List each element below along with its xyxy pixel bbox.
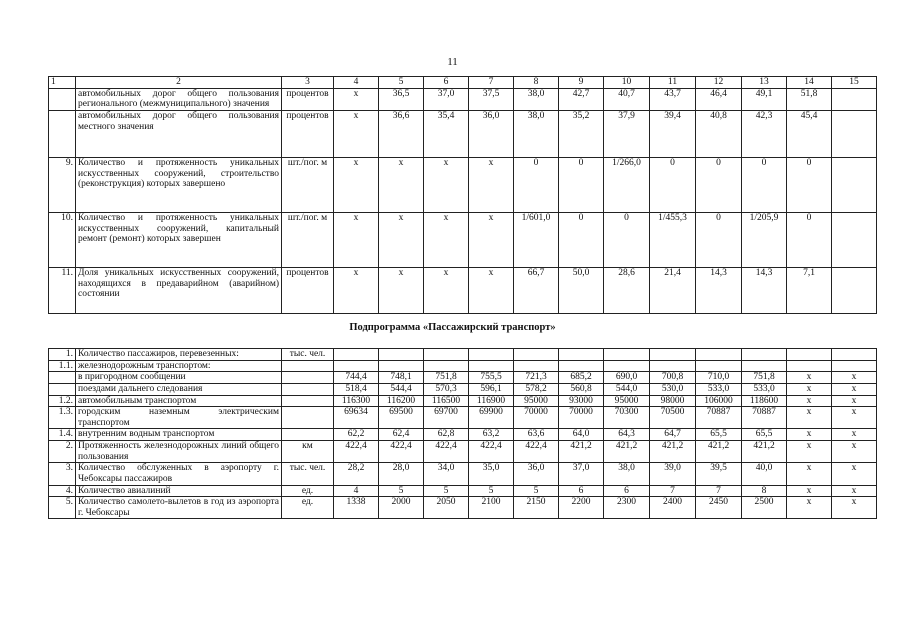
value-cell: x xyxy=(469,212,514,267)
value-cell: x xyxy=(832,441,877,463)
value-cell: x xyxy=(469,267,514,313)
value-cell: 49,1 xyxy=(742,88,787,110)
indicator-name: Количество и протяженность уникальных искусственных сооружений, строительство (реконструкция) которых завершено xyxy=(76,157,282,212)
value-cell: x xyxy=(787,441,832,463)
row-number xyxy=(49,372,76,384)
value-cell: 0 xyxy=(787,157,832,212)
page-number: 11 xyxy=(447,56,458,68)
table-row xyxy=(49,88,877,110)
value-cell: 533,0 xyxy=(696,383,742,395)
value-cell xyxy=(832,360,877,372)
value-cell: 42,3 xyxy=(742,110,787,157)
value-cell: 35,0 xyxy=(469,463,514,485)
value-cell: 70000 xyxy=(514,407,559,429)
value-cell: 39,0 xyxy=(650,463,696,485)
value-cell: 62,2 xyxy=(334,429,379,441)
value-cell: 421,2 xyxy=(604,441,650,463)
value-cell xyxy=(742,349,787,361)
value-cell xyxy=(832,349,877,361)
value-cell: 38,0 xyxy=(514,88,559,110)
value-cell xyxy=(559,360,604,372)
value-cell: 751,8 xyxy=(424,372,469,384)
value-cell: x xyxy=(379,157,424,212)
row-number: 11. xyxy=(49,267,76,313)
value-cell: x xyxy=(787,407,832,429)
row-number: 5. xyxy=(49,497,76,519)
value-cell: 37,0 xyxy=(559,463,604,485)
value-cell: x xyxy=(424,212,469,267)
row-number: 1.1. xyxy=(49,360,76,372)
value-cell: 5 xyxy=(424,485,469,497)
value-cell: 7 xyxy=(696,485,742,497)
value-cell xyxy=(650,349,696,361)
header-cell: 5 xyxy=(379,77,424,89)
value-cell: 37,9 xyxy=(604,110,650,157)
header-cell: 2 xyxy=(76,77,282,89)
value-cell: x xyxy=(334,88,379,110)
unit-cell: шт./пог. м xyxy=(282,212,334,267)
row-number: 9. xyxy=(49,157,76,212)
value-cell: 28,0 xyxy=(379,463,424,485)
table-row xyxy=(49,429,877,441)
header-cell: 8 xyxy=(514,77,559,89)
indicator-name: Количество пассажиров, перевезенных: xyxy=(76,349,282,361)
value-cell: 422,4 xyxy=(469,441,514,463)
value-cell: 69500 xyxy=(379,407,424,429)
value-cell xyxy=(514,349,559,361)
indicator-name: автомобильных дорог общего пользования местного значения xyxy=(76,110,282,157)
row-number: 3. xyxy=(49,463,76,485)
value-cell: x xyxy=(787,497,832,519)
unit-cell: ед. xyxy=(282,485,334,497)
unit-cell: процентов xyxy=(282,267,334,313)
value-cell: x xyxy=(832,463,877,485)
value-cell: 40,8 xyxy=(696,110,742,157)
value-cell: 14,3 xyxy=(742,267,787,313)
unit-cell xyxy=(282,407,334,429)
value-cell xyxy=(424,349,469,361)
value-cell: 64,0 xyxy=(559,429,604,441)
row-number: 10. xyxy=(49,212,76,267)
table-row xyxy=(49,407,877,429)
unit-cell xyxy=(282,360,334,372)
value-cell: x xyxy=(424,157,469,212)
header-cell: 4 xyxy=(334,77,379,89)
value-cell: 34,0 xyxy=(424,463,469,485)
subprogram-title: Подпрограмма «Пассажирский транспорт» xyxy=(349,322,556,333)
unit-cell: шт./пог. м xyxy=(282,157,334,212)
value-cell: 2200 xyxy=(559,497,604,519)
indicator-name: Доля уникальных искусственных сооружений, находящихся в предаварийном (аварийном) состоянии xyxy=(76,267,282,313)
value-cell: x xyxy=(832,372,877,384)
value-cell xyxy=(379,349,424,361)
unit-cell: км xyxy=(282,441,334,463)
value-cell: 700,8 xyxy=(650,372,696,384)
indicator-name: внутренним водным транспортом xyxy=(76,429,282,441)
value-cell: 40,0 xyxy=(742,463,787,485)
value-cell: 2300 xyxy=(604,497,650,519)
value-cell: 62,4 xyxy=(379,429,424,441)
table-row xyxy=(49,372,877,384)
value-cell: 2500 xyxy=(742,497,787,519)
value-cell: 0 xyxy=(604,212,650,267)
value-cell: 106000 xyxy=(696,395,742,407)
value-cell: 116300 xyxy=(334,395,379,407)
value-cell: 39,5 xyxy=(696,463,742,485)
value-cell: 95000 xyxy=(604,395,650,407)
value-cell: 4 xyxy=(334,485,379,497)
indicator-name: Количество и протяженность уникальных искусственных сооружений, капитальный ремонт (ремонт) которых завершен xyxy=(76,212,282,267)
unit-cell: тыс. чел. xyxy=(282,349,334,361)
value-cell: 93000 xyxy=(559,395,604,407)
table-row xyxy=(49,383,877,395)
value-cell: 37,5 xyxy=(469,88,514,110)
value-cell: 0 xyxy=(696,157,742,212)
table-row xyxy=(49,360,877,372)
value-cell: 1/266,0 xyxy=(604,157,650,212)
row-number xyxy=(49,383,76,395)
row-number xyxy=(49,110,76,157)
value-cell: 50,0 xyxy=(559,267,604,313)
table-row xyxy=(49,441,877,463)
value-cell: x xyxy=(379,267,424,313)
value-cell xyxy=(832,110,877,157)
value-cell: 2400 xyxy=(650,497,696,519)
value-cell: 0 xyxy=(696,212,742,267)
indicator-name: Количество обслуженных в аэропорту г. Чебоксары пассажиров xyxy=(76,463,282,485)
row-number: 4. xyxy=(49,485,76,497)
unit-cell: процентов xyxy=(282,110,334,157)
value-cell: 38,0 xyxy=(604,463,650,485)
value-cell: 70500 xyxy=(650,407,696,429)
row-number: 1. xyxy=(49,349,76,361)
value-cell: x xyxy=(787,372,832,384)
indicator-name: Количество авиалиний xyxy=(76,485,282,497)
value-cell: 6 xyxy=(604,485,650,497)
value-cell: x xyxy=(334,267,379,313)
value-cell: 2100 xyxy=(469,497,514,519)
value-cell: 63,2 xyxy=(469,429,514,441)
header-cell: 15 xyxy=(832,77,877,89)
value-cell: 21,4 xyxy=(650,267,696,313)
value-cell: 116200 xyxy=(379,395,424,407)
value-cell: 690,0 xyxy=(604,372,650,384)
row-number: 1.2. xyxy=(49,395,76,407)
value-cell: 751,8 xyxy=(742,372,787,384)
value-cell: 98000 xyxy=(650,395,696,407)
value-cell: 43,7 xyxy=(650,88,696,110)
value-cell: x xyxy=(334,212,379,267)
value-cell: 710,0 xyxy=(696,372,742,384)
unit-cell xyxy=(282,372,334,384)
value-cell: 40,7 xyxy=(604,88,650,110)
value-cell: 35,4 xyxy=(424,110,469,157)
value-cell: 5 xyxy=(469,485,514,497)
value-cell: 39,4 xyxy=(650,110,696,157)
row-number: 1.3. xyxy=(49,407,76,429)
header-cell: 13 xyxy=(742,77,787,89)
value-cell xyxy=(514,360,559,372)
value-cell: x xyxy=(334,110,379,157)
table-row xyxy=(49,267,877,313)
value-cell: 62,8 xyxy=(424,429,469,441)
value-cell: 116500 xyxy=(424,395,469,407)
value-cell: 38,0 xyxy=(514,110,559,157)
value-cell: 422,4 xyxy=(334,441,379,463)
value-cell xyxy=(742,360,787,372)
value-cell: 28,6 xyxy=(604,267,650,313)
value-cell xyxy=(696,349,742,361)
value-cell: 35,2 xyxy=(559,110,604,157)
value-cell: 560,8 xyxy=(559,383,604,395)
header-cell: 14 xyxy=(787,77,832,89)
value-cell: 422,4 xyxy=(424,441,469,463)
value-cell: 118600 xyxy=(742,395,787,407)
value-cell xyxy=(832,88,877,110)
value-cell: x xyxy=(787,383,832,395)
value-cell: 5 xyxy=(514,485,559,497)
value-cell: 1/455,3 xyxy=(650,212,696,267)
unit-cell: ед. xyxy=(282,497,334,519)
value-cell xyxy=(696,360,742,372)
value-cell: 36,0 xyxy=(514,463,559,485)
table-header-row xyxy=(49,77,877,89)
value-cell: 28,2 xyxy=(334,463,379,485)
value-cell: 116900 xyxy=(469,395,514,407)
value-cell: x xyxy=(787,395,832,407)
value-cell: 63,6 xyxy=(514,429,559,441)
value-cell: 42,7 xyxy=(559,88,604,110)
value-cell: x xyxy=(832,383,877,395)
value-cell: 66,7 xyxy=(514,267,559,313)
header-cell: 6 xyxy=(424,77,469,89)
indicator-name: в пригородном сообщении xyxy=(76,372,282,384)
value-cell: 421,2 xyxy=(742,441,787,463)
value-cell: 421,2 xyxy=(559,441,604,463)
value-cell: 422,4 xyxy=(379,441,424,463)
indicator-name: автомобильным транспортом xyxy=(76,395,282,407)
unit-cell xyxy=(282,395,334,407)
value-cell: 2450 xyxy=(696,497,742,519)
value-cell: 533,0 xyxy=(742,383,787,395)
value-cell: 69700 xyxy=(424,407,469,429)
value-cell: 36,6 xyxy=(379,110,424,157)
value-cell: 596,1 xyxy=(469,383,514,395)
value-cell: 0 xyxy=(514,157,559,212)
value-cell: x xyxy=(787,429,832,441)
value-cell xyxy=(604,360,650,372)
value-cell: 2150 xyxy=(514,497,559,519)
value-cell: 45,4 xyxy=(787,110,832,157)
header-cell: 7 xyxy=(469,77,514,89)
unit-cell xyxy=(282,429,334,441)
value-cell: x xyxy=(424,267,469,313)
value-cell: x xyxy=(379,212,424,267)
value-cell xyxy=(334,349,379,361)
value-cell: 69634 xyxy=(334,407,379,429)
value-cell: 69900 xyxy=(469,407,514,429)
value-cell: 70887 xyxy=(696,407,742,429)
unit-cell: процентов xyxy=(282,88,334,110)
indicators-table-transport xyxy=(48,348,877,519)
value-cell: 70000 xyxy=(559,407,604,429)
value-cell: 7,1 xyxy=(787,267,832,313)
value-cell: 0 xyxy=(559,157,604,212)
value-cell: 46,4 xyxy=(696,88,742,110)
value-cell: 8 xyxy=(742,485,787,497)
value-cell: 95000 xyxy=(514,395,559,407)
value-cell: 544,0 xyxy=(604,383,650,395)
value-cell: 530,0 xyxy=(650,383,696,395)
indicator-name: железнодорожным транспортом: xyxy=(76,360,282,372)
table-row xyxy=(49,463,877,485)
value-cell: 421,2 xyxy=(650,441,696,463)
value-cell: 64,7 xyxy=(650,429,696,441)
value-cell: 65,5 xyxy=(696,429,742,441)
value-cell: x xyxy=(469,157,514,212)
value-cell: 51,8 xyxy=(787,88,832,110)
indicator-name: Количество самолето-вылетов в год из аэропорта г. Чебоксары xyxy=(76,497,282,519)
value-cell: 7 xyxy=(650,485,696,497)
value-cell: x xyxy=(832,497,877,519)
value-cell: 422,4 xyxy=(514,441,559,463)
value-cell: 421,2 xyxy=(696,441,742,463)
value-cell: 70300 xyxy=(604,407,650,429)
value-cell: 0 xyxy=(650,157,696,212)
value-cell: 2000 xyxy=(379,497,424,519)
value-cell: 721,3 xyxy=(514,372,559,384)
value-cell: x xyxy=(787,463,832,485)
unit-cell: тыс. чел. xyxy=(282,463,334,485)
value-cell: 70887 xyxy=(742,407,787,429)
value-cell: 37,0 xyxy=(424,88,469,110)
value-cell xyxy=(559,349,604,361)
value-cell xyxy=(379,360,424,372)
value-cell: 570,3 xyxy=(424,383,469,395)
indicator-name: автомобильных дорог общего пользования регионального (межмуниципального) значения xyxy=(76,88,282,110)
row-number xyxy=(49,88,76,110)
value-cell: 64,3 xyxy=(604,429,650,441)
header-cell: 12 xyxy=(696,77,742,89)
header-cell: 10 xyxy=(604,77,650,89)
table-row xyxy=(49,395,877,407)
header-cell: 9 xyxy=(559,77,604,89)
value-cell: x xyxy=(832,395,877,407)
value-cell: 0 xyxy=(559,212,604,267)
value-cell: 518,4 xyxy=(334,383,379,395)
value-cell: 544,4 xyxy=(379,383,424,395)
table-row xyxy=(49,110,877,157)
value-cell: 578,2 xyxy=(514,383,559,395)
indicator-name: городским наземным электрическим транспортом xyxy=(76,407,282,429)
value-cell xyxy=(334,360,379,372)
value-cell: x xyxy=(334,157,379,212)
value-cell xyxy=(832,267,877,313)
indicator-name: Протяженность железнодорожных линий общего пользования xyxy=(76,441,282,463)
value-cell xyxy=(424,360,469,372)
header-cell: 11 xyxy=(650,77,696,89)
value-cell: x xyxy=(787,485,832,497)
value-cell: 744,4 xyxy=(334,372,379,384)
value-cell xyxy=(650,360,696,372)
table-row xyxy=(49,497,877,519)
value-cell: 0 xyxy=(742,157,787,212)
value-cell xyxy=(469,349,514,361)
value-cell: 685,2 xyxy=(559,372,604,384)
value-cell: 36,0 xyxy=(469,110,514,157)
indicator-name: поездами дальнего следования xyxy=(76,383,282,395)
row-number: 2. xyxy=(49,441,76,463)
value-cell xyxy=(469,360,514,372)
value-cell: x xyxy=(832,407,877,429)
value-cell xyxy=(832,157,877,212)
value-cell: 748,1 xyxy=(379,372,424,384)
value-cell xyxy=(787,360,832,372)
value-cell: 1338 xyxy=(334,497,379,519)
value-cell: 5 xyxy=(379,485,424,497)
value-cell: 65,5 xyxy=(742,429,787,441)
indicators-table-roads xyxy=(48,76,877,314)
value-cell: 0 xyxy=(787,212,832,267)
header-cell: 3 xyxy=(282,77,334,89)
value-cell xyxy=(787,349,832,361)
value-cell: 755,5 xyxy=(469,372,514,384)
value-cell: 2050 xyxy=(424,497,469,519)
value-cell: 14,3 xyxy=(696,267,742,313)
header-cell: 1 xyxy=(49,77,76,89)
value-cell: 6 xyxy=(559,485,604,497)
table-row xyxy=(49,212,877,267)
row-number: 1.4. xyxy=(49,429,76,441)
value-cell: x xyxy=(832,485,877,497)
unit-cell xyxy=(282,383,334,395)
table-row xyxy=(49,485,877,497)
value-cell: 1/601,0 xyxy=(514,212,559,267)
value-cell xyxy=(832,212,877,267)
table-row xyxy=(49,349,877,361)
table-row xyxy=(49,157,877,212)
value-cell xyxy=(604,349,650,361)
value-cell: x xyxy=(832,429,877,441)
value-cell: 36,5 xyxy=(379,88,424,110)
value-cell: 1/205,9 xyxy=(742,212,787,267)
